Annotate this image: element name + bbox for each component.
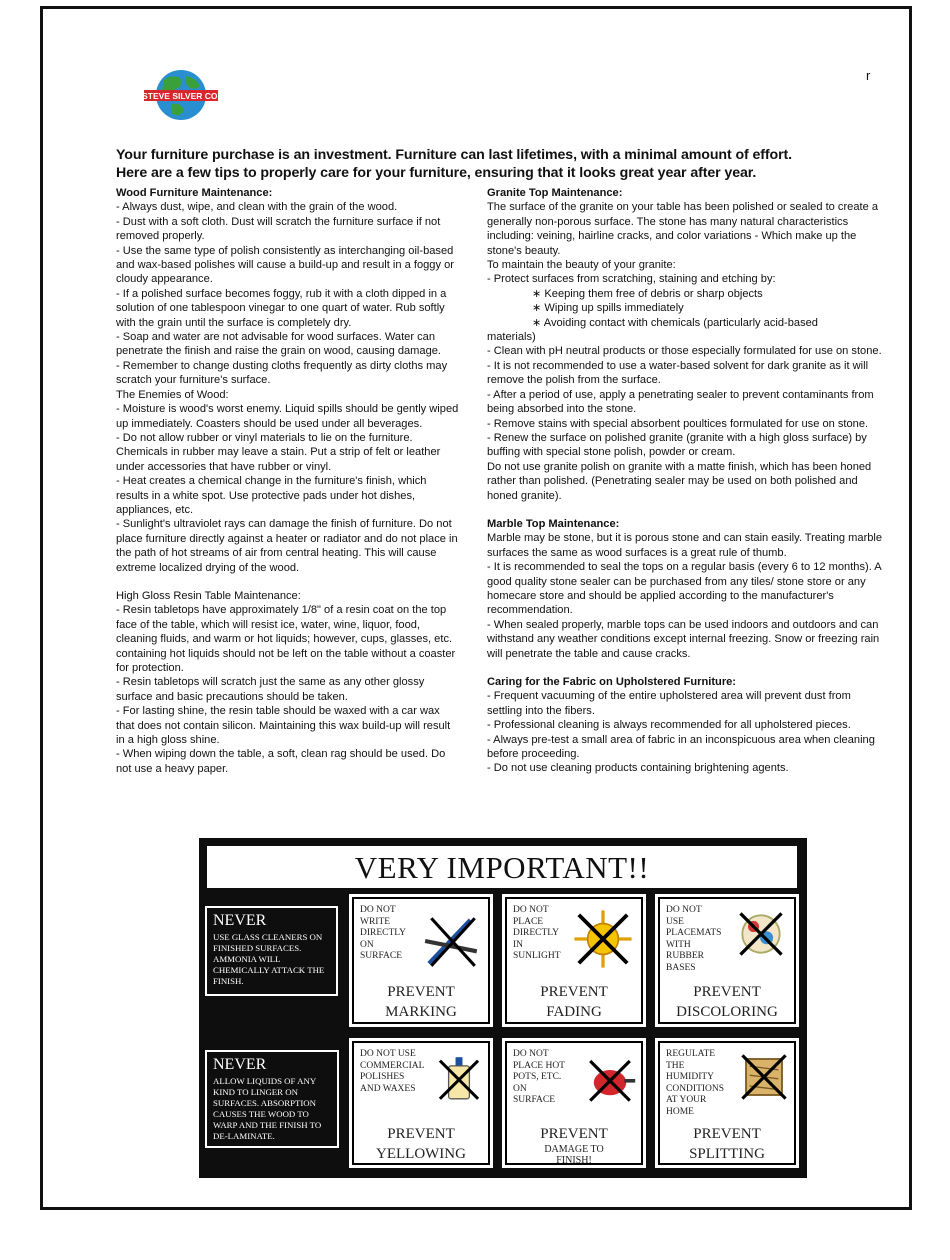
wood-item: - Always dust, wipe, and clean with the grain of the wood. <box>116 201 398 214</box>
granite-item: - After a period of use, apply a penetrating sealer to prevent contaminants from being absorbed into the stone. <box>487 388 874 416</box>
granite-sub-item: ∗ Keeping them free of debris or sharp objects <box>532 287 763 300</box>
granite-protect: - Protect surfaces from scratching, staining and etching by: <box>487 273 776 286</box>
card-prevent-splitting <box>655 1038 799 1168</box>
card-text: DO NOT WRITE DIRECTLY ON SURFACE <box>360 905 407 961</box>
card-prevent-marking <box>349 894 493 1027</box>
spacer <box>487 503 887 517</box>
resin-maintenance-title: High Gloss Resin Table Maintenance: <box>116 589 301 602</box>
granite-item: - Clean with pH neutral products or those especially formulated for use on stone. <box>487 345 882 358</box>
cracked-wood-icon <box>737 1050 791 1104</box>
never-title: NEVER <box>213 912 267 929</box>
card-footer: PREVENT SPLITTING <box>689 1126 765 1162</box>
card-text: DO NOT PLACE DIRECTLY IN SUNLIGHT <box>513 905 561 961</box>
card-prevent-yellowing <box>349 1038 493 1168</box>
card-footer: PREVENT DISCOLORING <box>676 984 778 1020</box>
granite-item: - It is not recommended to use a water-based solvent for dark granite as it will remove the polish from the surface. <box>487 359 869 387</box>
resin-item: - Resin tabletops will scratch just the same as any other glossy surface and basic precautions should be taken. <box>116 676 425 703</box>
sun-icon <box>570 906 636 972</box>
polish-bottle-icon <box>433 1050 485 1106</box>
wood-item: - If a polished surface becomes foggy, rub it with a cloth dipped in a solution of one tablespoon vinegar to one quart of water. Rub softly with the grain until the surface is completely dry. <box>116 287 447 329</box>
card-footer: PREVENT FADING <box>540 984 608 1020</box>
fabric-item: - Do not use cleaning products containing brightening agents. <box>487 762 789 775</box>
wood-item: - Remember to change dusting cloths frequently as dirty cloths may scratch your furniture's surface. <box>116 359 448 387</box>
card-footer-small: DAMAGE TO FINISH! <box>544 1144 604 1166</box>
fabric-item: - Professional cleaning is always recommended for all upholstered pieces. <box>487 719 851 732</box>
fabric-item: - Always pre-test a small area of fabric in an inconspicuous area when cleaning before proceeding. <box>487 733 875 761</box>
headline <box>116 146 896 182</box>
card-text: DO NOT PLACE HOT POTS, ETC. ON SURFACE <box>513 1049 565 1105</box>
resin-item: - Resin tabletops have approximately 1/8" of a resin coat on the top face of the table, which will resist ice, water, wine, liquor, food, cleaning fluids, and warm or hot liquids; however, cups, glasses, etc. containing hot liquids should not be left on the table without a coaster for protection. <box>116 604 456 674</box>
logo-text: STEVE SILVER CO. <box>142 91 220 101</box>
placemat-icon <box>733 906 789 962</box>
fabric-care-title: Caring for the Fabric on Upholstered Furniture: <box>487 676 737 688</box>
enemies-of-wood-heading: The Enemies of Wood: <box>116 388 229 401</box>
granite-item: Do not use granite polish on granite with a matte finish, which has been honed rather than polished. (Penetrating sealer may be used on both polished and honed granite). <box>487 460 872 502</box>
card-footer <box>504 1124 644 1166</box>
hot-pot-icon <box>582 1052 638 1106</box>
card-footer: PREVENT YELLOWING <box>376 1126 466 1162</box>
very-important-title: VERY IMPORTANT!! <box>207 846 797 888</box>
spacer <box>116 575 461 589</box>
card-prevent-fading <box>502 894 646 1027</box>
never-title: NEVER <box>213 1056 267 1073</box>
granite-sub-item: ∗ Wiping up spills immediately <box>532 302 684 315</box>
granite-item: - Renew the surface on polished granite (granite with a high gloss surface) by buffing with special stone polish, powder or cream. <box>487 431 867 459</box>
granite-intro: The surface of the granite on your table has been polished or sealed to create a generally non-porous surface. The stone has many natural characteristics including: veining, hairline cracks, and color variations - Which make up the stone's beauty. <box>487 201 879 257</box>
granite-sub-item: ∗ Avoiding contact with chemicals (particularly acid-based <box>532 316 818 329</box>
right-column <box>487 186 887 776</box>
steve-silver-logo-icon <box>142 68 220 122</box>
left-column <box>116 186 461 776</box>
marble-maintenance-title: Marble Top Maintenance: <box>487 517 620 530</box>
card-text: DO NOT USE PLACEMATS WITH RUBBER BASES <box>666 905 722 973</box>
card-text: REGULATE THE HUMIDITY CONDITIONS AT YOUR HOME <box>666 1049 725 1117</box>
very-important-panel <box>199 838 807 1178</box>
resin-item: - When wiping down the table, a soft, clean rag should be used. Do not use a heavy paper. <box>116 748 446 775</box>
wood-item: - Do not allow rubber or vinyl materials to lie on the furniture. Chemicals in rubber may leave a stain. Put a strip of felt or leather under accessories that have rubber or vinyl. <box>116 431 441 473</box>
wood-item: - Use the same type of polish consistently as interchanging oil-based and wax-based polishes will cause a build-up and result in a foggy or cloudy appearance. <box>116 244 454 286</box>
headline-line-1: Your furniture purchase is an investment. Furniture can last lifetimes, with a minimal amount of effort. <box>116 147 792 163</box>
fabric-item: - Frequent vacuuming of the entire upholstered area will prevent dust from settling into the fibers. <box>487 690 851 717</box>
granite-item: - Remove stains with special absorbent poultices formulated for use on stone. <box>487 417 869 430</box>
marble-item: - It is recommended to seal the tops on a regular basis (every 6 to 12 months). A good quality stone sealer can be purchased from any tiles/ stone store or any homecare store and should be applied according to the manufacturer's recommendation. <box>487 561 882 617</box>
never-body: USE GLASS CLEANERS ON FINISHED SURFACES. AMMONIA WILL CHEMICALLY ATTACK THE FINISH. <box>213 932 325 986</box>
wood-item: - Moisture is wood's worst enemy. Liquid spills should be gently wiped up immediately. Coasters should be used under all beverages. <box>116 403 459 430</box>
card-footer-main: PREVENT <box>540 1126 608 1142</box>
wood-item: - Soap and water are not advisable for wood surfaces. Water can penetrate the finish and raise the grain on wood, causing damage. <box>116 331 442 358</box>
wood-item: - Sunlight's ultraviolet rays can damage the finish of furniture. Do not place furniture directly against a heater or radiator and do not place in the path of hot streams of air from central heating. This will cause extreme localized drying of the wood. <box>116 518 458 574</box>
wood-maintenance-title: Wood Furniture Maintenance: <box>116 187 273 199</box>
spacer <box>487 661 887 675</box>
pen-icon <box>421 910 483 972</box>
resin-item: - For lasting shine, the resin table should be waxed with a car wax that does not contain silicon. Maintaining this wax build-up will result in a high gloss shine. <box>116 705 451 747</box>
headline-line-2: Here are a few tips to properly care for your furniture, ensuring that it looks great year after year. <box>116 165 757 181</box>
card-prevent-discoloring <box>655 894 799 1027</box>
never-body: ALLOW LIQUIDS OF ANY KIND TO LINGER ON SURFACES. ABSORPTION CAUSES THE WOOD TO WARP AND THE FINISH TO DE-LAMINATE. <box>213 1076 322 1141</box>
wood-item: - Heat creates a chemical change in the furniture's finish, which results in a white spot. Use protective pads under hot dishes, appliances, etc. <box>116 475 427 516</box>
card-text: DO NOT USE COMMERCIAL POLISHES AND WAXES <box>360 1049 425 1094</box>
card-prevent-damage <box>502 1038 646 1168</box>
granite-maintenance-title: Granite Top Maintenance: <box>487 187 623 199</box>
wood-item: - Dust with a soft cloth. Dust will scratch the furniture surface if not removed properly. <box>116 215 441 243</box>
card-footer: PREVENT MARKING <box>385 984 457 1020</box>
marble-item: Marble may be stone, but it is porous stone and can stain easily. Treating marble surfaces the same as wood surfaces is a great rule of thumb. <box>487 532 883 559</box>
marble-item: - When sealed properly, marble tops can be used indoors and outdoors and can withstand any weather conditions except internal freezing. Snow or freezing rain will penetrate the table and cause cracks. <box>487 618 880 660</box>
never-box-glass-cleaners <box>205 906 338 996</box>
never-box-liquids <box>205 1050 339 1148</box>
granite-maintain: To maintain the beauty of your granite: <box>487 259 676 272</box>
granite-sub-tail: materials) <box>487 331 536 344</box>
page-mark: r <box>866 68 871 83</box>
